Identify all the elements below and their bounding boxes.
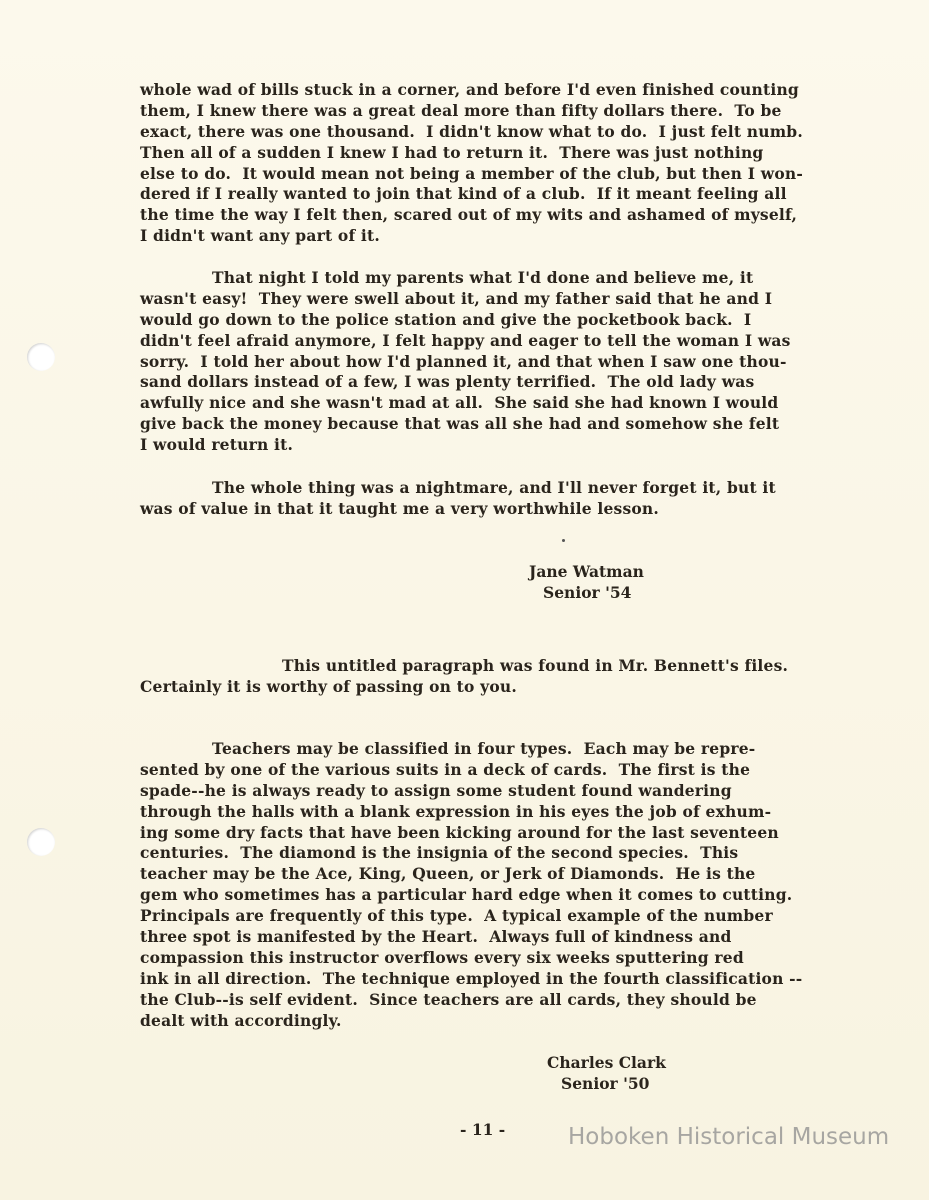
text-line: Teachers may be classified in four types. Each may be repre- — [212, 739, 756, 758]
text-line: sented by one of the various suits in a deck of cards. The first is the — [140, 759, 751, 779]
text-line: whole wad of bills stuck in a corner, and before I'd even finished counting — [140, 80, 799, 99]
paragraph-teachers — [140, 739, 860, 1031]
text-line: compassion this instructor overflows every six weeks sputtering red — [140, 947, 744, 967]
text-line: give back the money because that was all she had and somehow she felt — [140, 414, 780, 434]
text-line: them, I knew there was a great deal more than fifty dollars there. To be — [140, 100, 782, 120]
text-line: That night I told my parents what I'd done and believe me, it — [212, 268, 754, 287]
author-class: Senior '50 — [561, 1074, 650, 1093]
text-line: sorry. I told her about how I'd planned it, and that when I saw one thou- — [140, 351, 787, 371]
binder-hole-icon — [27, 343, 55, 371]
text-line: awfully nice and she wasn't mad at all. She said she had known I would — [140, 393, 779, 413]
text-line: I didn't want any part of it. — [140, 226, 380, 246]
text-line: was of value in that it taught me a very worthwhile lesson. — [140, 498, 660, 518]
page-number: - 11 - — [460, 1120, 506, 1139]
text-line: centuries. The diamond is the insignia of the second species. This — [140, 843, 739, 863]
paragraph-confession — [140, 268, 860, 456]
paragraph-continuation — [140, 80, 860, 247]
text-line: sand dollars instead of a few, I was plenty terrified. The old lady was — [140, 372, 755, 392]
ink-speck — [562, 539, 565, 542]
text-line: exact, there was one thousand. I didn't know what to do. I just felt numb. — [140, 121, 803, 141]
text-line: the time the way I felt then, scared out of my wits and ashamed of myself, — [140, 205, 798, 225]
text-line: The whole thing was a nightmare, and I'll never forget it, but it — [212, 478, 776, 497]
text-line: Certainly it is worthy of passing on to you. — [140, 676, 517, 696]
author-name: Jane Watman — [529, 562, 644, 581]
text-line: dealt with accordingly. — [140, 1010, 342, 1030]
text-line: would go down to the police station and give the pocketbook back. I — [140, 309, 752, 329]
text-line: This untitled paragraph was found in Mr. Bennett's files. — [282, 656, 789, 675]
author-class: Senior '54 — [543, 583, 632, 602]
text-line: wasn't easy! They were swell about it, and my father said that he and I — [140, 288, 773, 308]
text-line: teacher may be the Ace, King, Queen, or Jerk of Diamonds. He is the — [140, 864, 756, 884]
museum-watermark: Hoboken Historical Museum — [568, 1124, 890, 1150]
author-name: Charles Clark — [547, 1053, 666, 1072]
text-line: three spot is manifested by the Heart. Always full of kindness and — [140, 927, 732, 947]
text-line: I would return it. — [140, 435, 294, 455]
binder-hole-icon — [27, 828, 55, 856]
text-line: the Club--is self evident. Since teachers are all cards, they should be — [140, 989, 757, 1009]
text-line: spade--he is always ready to assign some student found wandering — [140, 780, 732, 800]
text-line: didn't feel afraid anymore, I felt happy and eager to tell the woman I was — [140, 330, 791, 350]
text-line: Then all of a sudden I knew I had to return it. There was just nothing — [140, 142, 764, 162]
text-line: through the halls with a blank expression in his eyes the job of exhum- — [140, 801, 772, 821]
text-line: ink in all direction. The technique employed in the fourth classification -- — [140, 968, 803, 988]
text-line: ing some dry facts that have been kicking around for the last seventeen — [140, 822, 779, 842]
text-line: else to do. It would mean not being a member of the club, but then I won- — [140, 163, 803, 183]
text-line: gem who sometimes has a particular hard edge when it comes to cutting. — [140, 885, 793, 905]
text-line: dered if I really wanted to join that kind of a club. If it meant feeling all — [140, 184, 787, 204]
paragraph-conclusion — [140, 478, 860, 520]
text-line: Principals are frequently of this type. A typical example of the number — [140, 906, 773, 926]
editor-note — [140, 656, 860, 698]
